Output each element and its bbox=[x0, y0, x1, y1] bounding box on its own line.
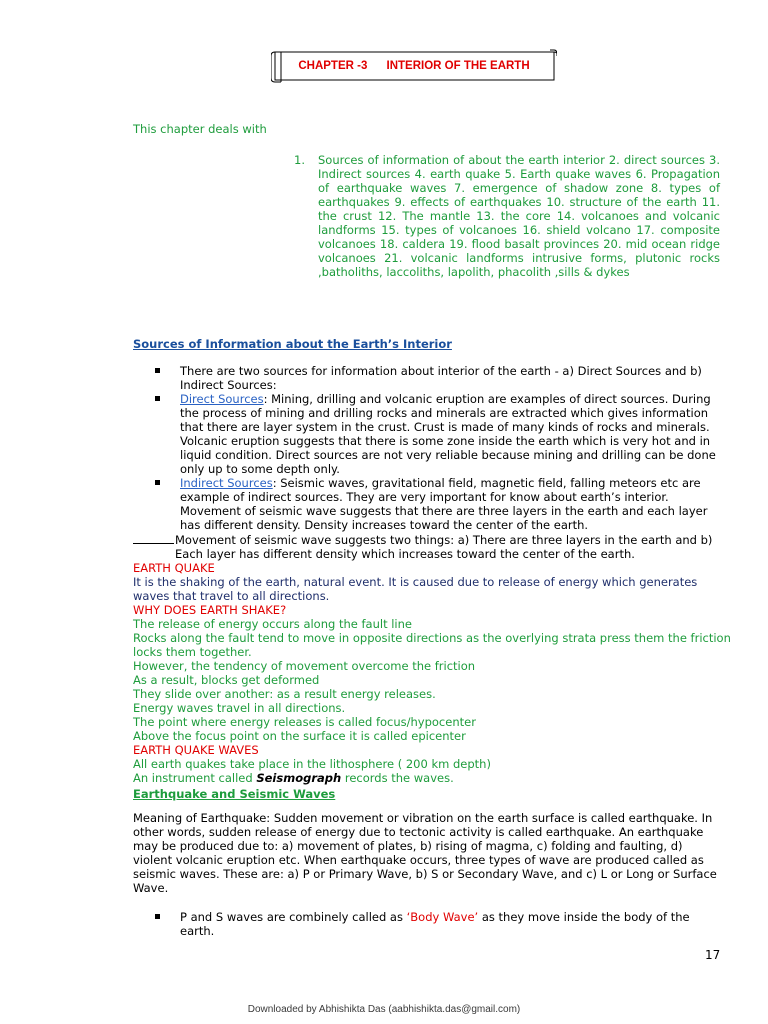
why-line: Energy waves travel in all directions. bbox=[133, 701, 346, 715]
earthquake-definition: It is the shaking of the earth, natural event. It is caused due to release of energy which generates waves that travel to all directions. bbox=[133, 575, 698, 603]
movement-line-2: Each layer has different density which increases toward the center of the earth. bbox=[175, 547, 635, 561]
list-item bbox=[152, 364, 722, 392]
bullet-icon bbox=[155, 396, 160, 401]
earthquake-section bbox=[133, 561, 733, 785]
movement-paragraph bbox=[133, 533, 723, 561]
sources-bullets bbox=[152, 364, 722, 532]
bullet-text: : Mining, drilling and volcanic eruption are examples of direct sources. During the process of mining and drilling rocks and minerals are extracted which gives information that there are layer system in the crust. Crust is made of many kinds of rocks and minerals. Volcanic eruption suggests that there is some zone inside the earth which is very hot and in liquid condition. Direct sources are not very reliable because mining and drilling can be done only up to some depth only. bbox=[180, 392, 716, 476]
sources-heading: Sources of Information about the Earth’s Interior bbox=[133, 337, 452, 351]
intro-line: This chapter deals with bbox=[133, 122, 267, 136]
why-line: They slide over another: as a result energy releases. bbox=[133, 687, 436, 701]
page-number: 17 bbox=[705, 948, 721, 962]
waves-line-2: An instrument called Seismograph records the waves. bbox=[133, 771, 454, 785]
list-item: P and S waves are combinely called as ‘Body Wave’ as they move inside the body of the earth. bbox=[152, 910, 722, 938]
earthquake-seismic-heading: Earthquake and Seismic Waves bbox=[133, 787, 336, 801]
why-line: Rocks along the fault tend to move in opposite directions as the overlying strata press them the friction locks them together. bbox=[133, 631, 731, 659]
bullet-icon bbox=[155, 368, 160, 373]
chapter-banner bbox=[271, 48, 557, 84]
why-shake-heading: WHY DOES EARTH SHAKE? bbox=[133, 603, 287, 617]
download-footer: Downloaded by Abhishikta Das (aabhishikta.das@gmail.com) bbox=[247, 1004, 521, 1015]
quake-waves-heading: EARTH QUAKE WAVES bbox=[133, 743, 259, 757]
body-wave-bullet bbox=[152, 910, 722, 938]
why-line: The release of energy occurs along the fault line bbox=[133, 617, 412, 631]
why-line: However, the tendency of movement overcome the friction bbox=[133, 659, 476, 673]
topic-list bbox=[288, 153, 720, 279]
waves-line-1: All earth quakes take place in the lithosphere ( 200 km depth) bbox=[133, 757, 491, 771]
body-wave-term: ‘Body Wave’ bbox=[406, 910, 479, 924]
list-item bbox=[152, 476, 722, 532]
why-line: As a result, blocks get deformed bbox=[133, 673, 320, 687]
why-line: Above the focus point on the surface it is called epicenter bbox=[133, 729, 466, 743]
movement-line-1: Movement of seismic wave suggests two things: a) There are three layers in the earth and b) bbox=[175, 533, 713, 547]
earthquake-heading: EARTH QUAKE bbox=[133, 561, 215, 575]
chapter-title: CHAPTER -3 INTERIOR OF THE EARTH bbox=[298, 60, 530, 72]
topic-list-number: 1. bbox=[294, 153, 305, 167]
bullet-text: There are two sources for information about interior of the earth - a) Direct Sources and b) Indirect Sources: bbox=[180, 364, 702, 392]
topic-list-text: Sources of information of about the earth interior 2. direct sources 3. Indirect sources 4. earth quake 5. Earth quake waves 6. Propagation of earthquake waves 7. emergence of shadow zone 8. types of earthquakes 9. effects of earthquakes 10. structure of the earth 11. the crust 12. The mantle 13. the core 14. volcanoes and volcanic landforms 15. types of volcanoes 16. shield volcano 17. composite volcanoes 18. caldera 19. flood basalt provinces 20. mid ocean ridge volcanoes 21. volcanic landforms intrusive forms, plutonic rocks ,batholiths, laccoliths, lapolith, phacolith ,sills & dykes bbox=[318, 153, 720, 279]
seismograph-term: Seismograph bbox=[256, 771, 342, 785]
direct-sources-link[interactable]: Direct Sources bbox=[180, 392, 264, 406]
bullet-icon bbox=[155, 480, 160, 485]
indirect-sources-link[interactable]: Indirect Sources bbox=[180, 476, 273, 490]
meaning-paragraph: Meaning of Earthquake: Sudden movement or vibration on the earth surface is called earthquake. In other words, sudden release of energy due to tectonic activity is called earthquake. An earthquake may be produced due to: a) movement of plates, b) rising of magma, c) folding and faulting, d) violent volcanic eruption etc. When earthquake occurs, three types of wave are produced called as seismic waves. These are: a) P or Primary Wave, b) S or Secondary Wave, and c) L or Long or Surface Wave. bbox=[133, 811, 717, 895]
underline-rule bbox=[133, 543, 174, 544]
list-item bbox=[152, 392, 722, 476]
bullet-icon bbox=[155, 914, 160, 919]
why-line: The point where energy releases is called focus/hypocenter bbox=[133, 715, 476, 729]
bullet-text: : Seismic waves, gravitational field, magnetic field, falling meteors etc are example of indirect sources. They are very important for know about earth’s interior. Movement of seismic wave suggests that there are three layers in the earth and each layer has different density. Density increases toward the center of the earth. bbox=[180, 476, 708, 532]
